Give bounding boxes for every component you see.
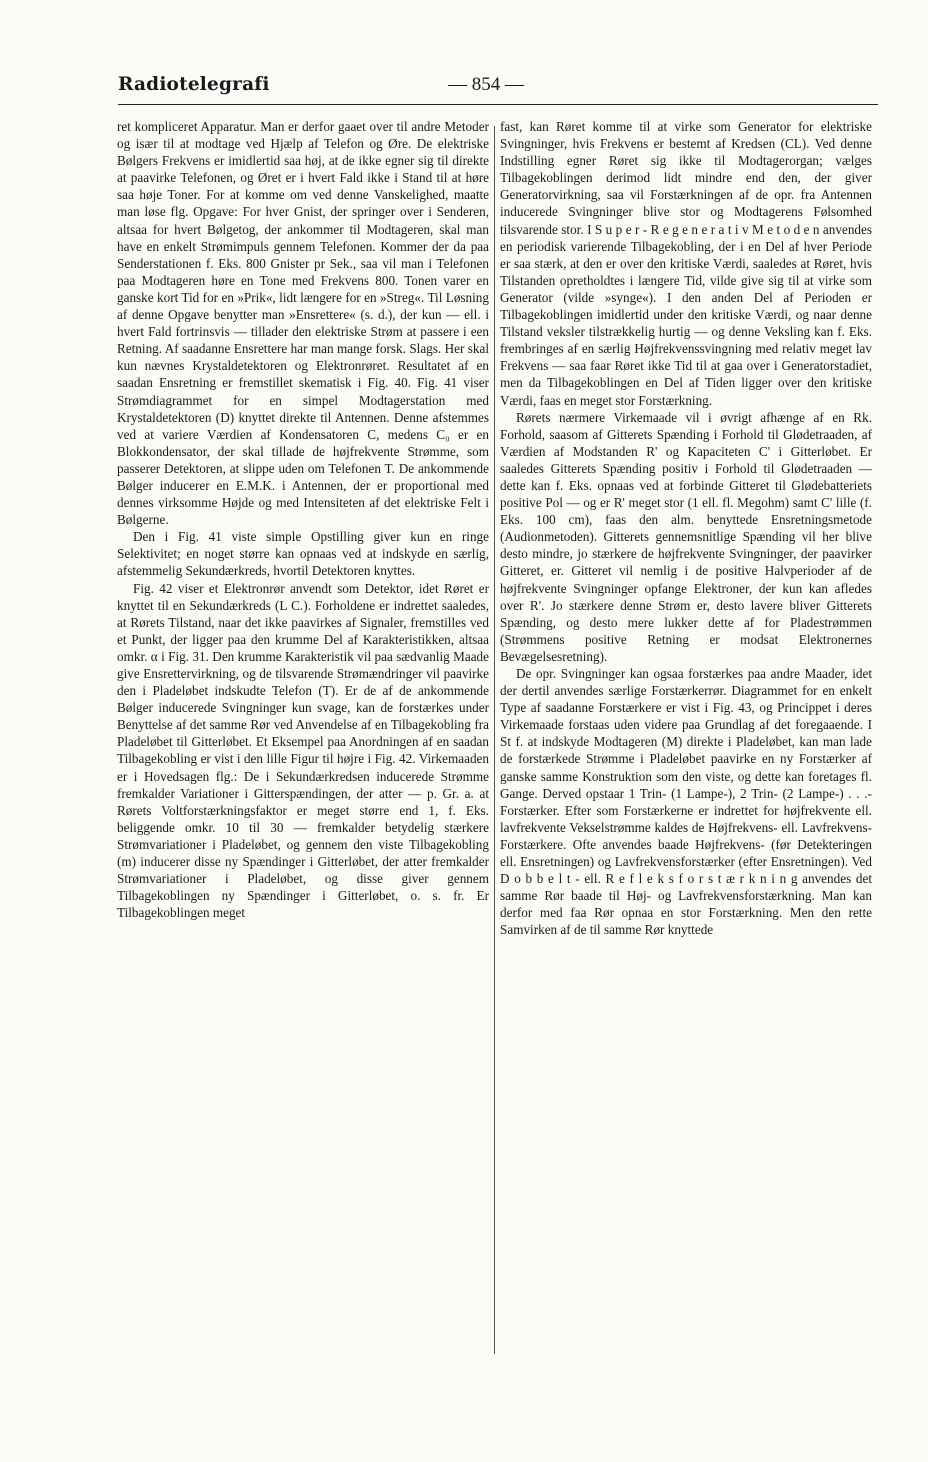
paragraph: ret kompliceret Apparatur. Man er derfor gaaet over til andre Metoder og især til at modtage ved Hjælp af Telefon og Øre. De elektriske Bølgers Frekvens er imidlertid saa høj, at de ikke egner sig til direkte at paavirke Telefonen, og Øret er i hvert Fald ikke i Stand til at høre saa høje Toner. For at komme om ved denne Vanskelighed, maatte man løse flg. Opgave: For hver Gnist, der springer over i Senderen, altsaa for hvert Bølgetog, der ankommer til Modtageren, skal man have en enkelt Strømimpuls gennem Telefonen. Kommer der da paa Senderstationen f. Eks. 800 Gnister pr Sek., saa vil man i Telefonen paa Modtageren høre en Tone med Frekvens 800. Tonen varer en ganske kort Tid for en »Prik«, lidt længere for en »Streg«. Til Løsning af denne Opgave benytter man »Ensrettere« (s. d.), der kun — ell. i hvert Fald fortrinsvis — tillader den elektriske Strøm at passere i een Retning. Af saadanne Ensrettere har man mange forsk. Slags. Her skal kun nævnes Krystaldetektoren og Elektronrøret. Resultatet af en saadan Ensretning er fremstillet skematisk i Fig. 40. Fig. 41 viser Strømdiagrammet for en simpel Modtagerstation med Krystaldetektoren (D) knyttet direkte til Antennen. Denne afstemmes ved at variere Værdien af Kondensatoren C, medens C₀ er en Blokkondensator, der skal tillade de højfrekvente Strømme, som passerer Detektoren, at slippe uden om Telefonen T. De ankommende Bølger inducerer en E.M.K. i Antennen, der er proportional med dennes virksomme Højde og med Intensiteten af det elektriske Felt i Bølgerne. [117, 119, 489, 528]
running-title: Radiotelegrafi [118, 74, 270, 95]
paragraph: De opr. Svingninger kan ogsaa forstærkes paa andre Maader, idet der dertil anvendes særlige Forstærkerrør. Diagrammet for en enkelt Type af saadanne Forstærkere er vist i Fig. 43, og Princippet i deres Virkemaade forstaas uden videre paa Grundlag af det foregaaende. I St f. at indskyde Modtageren (M) direkte i Pladeløbet, kan man lade de forstærkede Strømme i Pladeløbet paavirke en ny Forstærker af ganske samme Konstruktion som den viste, og dette kan foretages fl. Gange. Derved opstaar 1 Trin- (1 Lampe-), 2 Trin- (2 Lampe-) . . .- Forstærker. Efter som Forstærkerne er indrettet for højfrekvente ell. lavfrekvente Vekselstrømme kaldes de Højfrekvens- ell. Lavfrekvens-Forstærkere. Ofte anvendes baade Højfrekvens- (før Detekteringen ell. Ensretningen) og Lavfrekvensforstærker (efter Ensretningen). Ved D o b b e l t - ell. R e f l e k s f o r s t æ r k n i n g anvendes det samme Rør baade til Høj- og Lavfrekvensforstærkning. Man kan derfor med faa Rør opnaa en stor Forstærkning. Men den rette Samvirken af de til samme Rør knyttede [500, 666, 872, 938]
paragraph: Den i Fig. 41 viste simple Opstilling giver kun en ringe Selektivitet; en noget større kan opnaas ved at indskyde en særlig, afstemmelig Sekundærkreds, hvortil Detektoren knyttes. [117, 529, 489, 579]
column-divider [494, 126, 495, 1354]
paragraph: Rørets nærmere Virkemaade vil i øvrigt afhænge af en Rk. Forhold, saasom af Gitterets Spænding i Forhold til Glødetraaden, af Værdien af Modstanden R' og Kapaciteten C' i Gitterløbet. Er saaledes Gitterets Spænding positiv i Forhold til Glødetraaden — dette kan f. Eks. opnaas ved at forbinde Gitteret til Glødebatteriets positive Pol — og er R' meget stor (1 ell. fl. Megohm) samt C' lille (f. Eks. 100 cm), faas den alm. benyttede Ensretningsmetode (Audionmetoden). Gitterets gennemsnitlige Spænding vil her blive desto mindre, jo stærkere de højfrekvente Svingninger, der paavirker Gitteret, er. Gitteret vil nemlig i de positive Halvperioder af de højfrekvente Svingninger opfange Elektroner, der kun kan afledes over R'. Jo stærkere denne Strøm er, desto lavere bliver Gitterets Spænding, og desto mere lukker dette af for Pladestrømmen (Strømmens positive Retning er modsat Elektronernes Bevægelsesretning). [500, 409, 872, 664]
right-column [500, 118, 872, 939]
page-number: — 854 — [448, 74, 524, 95]
paragraph: fast, kan Røret komme til at virke som Generator for elektriske Svingninger, hvis Frekvens er bestemt af Kredsen (CL). Ved denne Indstilling egner Røret sig ikke til Modtagerorgan; vælges Tilbagekoblingen derimod lidt mindre end den, der giver Generatorvirkning, saa vil Forstærkningen af de opr. fra Antennen inducerede Svingninger blive stor og Modtagerens Følsomhed tilsvarende stor. I S u p e r - R e g e n e r a t i v M e t o d e n anvendes en periodisk varierende Tilbagekobling, der i en Del af hver Periode er saa stærk, at den er over den kritiske Værdi, saaledes at Røret, hvis Tilstanden opretholdtes i længere Tid, vilde give sig til at virke som Generator (vilde »synge«). I den anden Del af Perioden er Tilbagekoblingen imidlertid under den kritiske Værdi, og naar denne Tilstand veksler tilstrækkelig hurtig — og denne Veksling kan f. Eks. frembringes af en særlig Højfrekvenssvingning med relativ meget lav Frekvens — saa faar Røret ikke Tid til at gaa over i Generatorstadiet, men da Tilbagekoblingen en Del af Tiden ligger over den kritiske Værdi, faas en meget stor Forstærkning. [500, 119, 872, 408]
paragraph: Fig. 42 viser et Elektronrør anvendt som Detektor, idet Røret er knyttet til en Sekundærkreds (L C.). Forholdene er indrettet saaledes, at Rørets Tilstand, naar det ikke paavirkes af Signaler, fremstilles ved et Punkt, der ligger paa den krumme Del af Karakteristikken, altsaa omkr. α i Fig. 31. Den krumme Karakteristik vil paa sædvanlig Maade give Ensrettervirkning, og de tilsvarende Strømændringer vil paavirke den i Pladeløbet indskudte Telefon (T). Er de af de ankommende Bølger inducerede Svingninger kun svage, kan de forstærkes under Benyttelse af det samme Rør ved Anvendelse af en Tilbagekobling fra Pladeløbet til Gitterløbet. Et Eksempel paa Anordningen af en saadan Tilbagekobling er vist i den lille Figur til højre i Fig. 42. Virkemaaden er i Hovedsagen flg.: De i Sekundærkredsen inducerede Strømme fremkalder Variationer i Gitterspændingen, der atter — p. Gr. a. at Rørets Voltforstærkningsfaktor er meget større end 1, f. Eks. beliggende omkr. 10 til 30 — fremkalder betydelig stærkere Strømvariationer i Pladeløbet, og gennem den viste Tilbagekobling (m) inducerer disse ny Spændinger i Gitterløbet, der atter fremkalder Strømvariationer i Pladeløbet, og disse giver gennem Tilbagekoblingen ny Spændinger i Gitterløbet, o. s. fr. Er Tilbagekoblingen meget [117, 580, 489, 921]
left-column [117, 118, 489, 921]
running-header [118, 74, 880, 104]
header-rule [118, 104, 878, 105]
